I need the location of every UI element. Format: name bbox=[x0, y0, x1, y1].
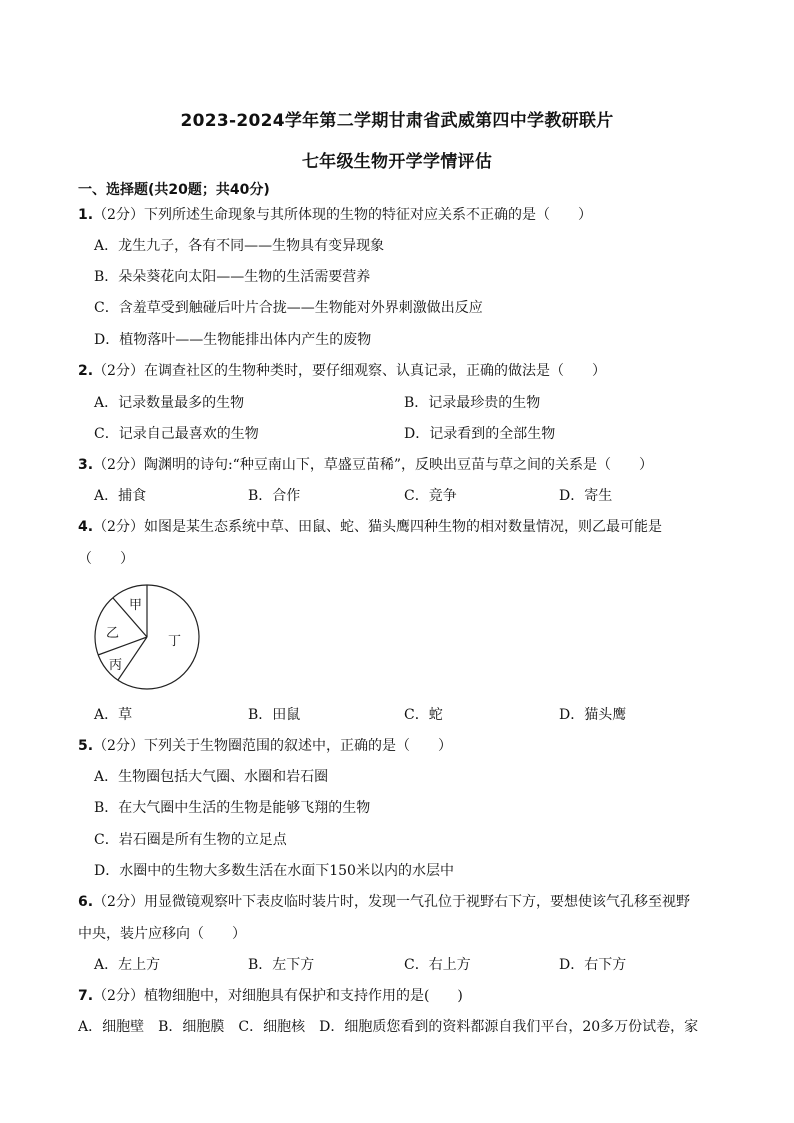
question-number: 7. bbox=[78, 988, 94, 1004]
question-text: （2分）下列关于生物圈范围的叙述中，正确的是（ ） bbox=[93, 738, 452, 754]
q4-option-c: C．蛇 bbox=[404, 707, 443, 723]
q3-option-d: D．寄生 bbox=[559, 488, 613, 504]
question-1 bbox=[78, 206, 592, 224]
question-4-bracket: （ ） bbox=[78, 551, 134, 567]
question-text: （2分）如图是某生态系统中草、田鼠、蛇、猫头鹰四种生物的相对数量情况，则乙最可能是 bbox=[93, 519, 662, 535]
question-text: （2分）下列所述生命现象与其所体现的生物的特征对应关系不正确的是（ ） bbox=[93, 207, 592, 223]
question-5 bbox=[78, 737, 452, 755]
question-number: 5. bbox=[78, 738, 94, 754]
q5-option-b: B．在大气圈中生活的生物是能够飞翔的生物 bbox=[94, 800, 371, 816]
exam-title-line1: 2023-2024学年第二学期甘肃省武威第四中学教研联片 bbox=[180, 111, 614, 131]
q1-option-c: C．含羞草受到触碰后叶片合拢——生物能对外界刺激做出反应 bbox=[94, 300, 483, 316]
q4-option-a: A．草 bbox=[94, 707, 133, 723]
question-3 bbox=[78, 456, 653, 474]
question-number: 4. bbox=[78, 519, 94, 535]
q1-option-b: B．朵朵葵花向太阳——生物的生活需要营养 bbox=[94, 269, 371, 285]
question-6-continued: 中央，装片应移向（ ） bbox=[78, 926, 246, 942]
q4-option-d: D．猫头鹰 bbox=[559, 707, 627, 723]
q2-option-d: D．记录看到的全部生物 bbox=[404, 426, 556, 442]
question-text: （2分）用显微镜观察叶下表皮临时装片时，发现一气孔位于视野右下方，要想使该气孔移至视野 bbox=[93, 894, 690, 910]
pie-divider bbox=[118, 637, 147, 680]
q6-option-a: A．左上方 bbox=[94, 957, 161, 973]
q1-option-a: A．龙生九子，各有不同——生物具有变异现象 bbox=[94, 238, 385, 254]
q6-option-c: C．右上方 bbox=[404, 957, 471, 973]
question-2 bbox=[78, 362, 606, 380]
question-7 bbox=[78, 987, 463, 1005]
question-number: 2. bbox=[78, 363, 94, 379]
q5-option-c: C．岩石圈是所有生物的立足点 bbox=[94, 832, 287, 848]
q4-option-b: B．田鼠 bbox=[248, 707, 301, 723]
question-text: （2分）在调查社区的生物种类时，要仔细观察、认真记录，正确的做法是（ ） bbox=[93, 363, 606, 379]
pie-label-bing: 丙 bbox=[109, 658, 123, 673]
question-number: 1. bbox=[78, 207, 94, 223]
q3-option-a: A．捕食 bbox=[94, 488, 147, 504]
q2-option-c: C．记录自己最喜欢的生物 bbox=[94, 426, 259, 442]
q6-option-d: D．右下方 bbox=[559, 957, 627, 973]
q5-option-a: A．生物圈包括大气圈、水圈和岩石圈 bbox=[94, 769, 329, 785]
question-text: （2分）陶渊明的诗句:“种豆南山下，草盛豆苗稀”，反映出豆苗与草之间的关系是（ ） bbox=[93, 457, 653, 473]
question-number: 3. bbox=[78, 457, 94, 473]
question-6 bbox=[78, 893, 690, 911]
q2-option-b: B．记录最珍贵的生物 bbox=[404, 395, 541, 411]
q3-option-b: B．合作 bbox=[248, 488, 301, 504]
question-text: （2分）植物细胞中，对细胞具有保护和支持作用的是( ) bbox=[93, 988, 463, 1004]
q6-option-b: B．左下方 bbox=[248, 957, 315, 973]
pie-label-jia: 甲 bbox=[129, 598, 143, 613]
section-heading: 一、选择题(共20题；共40分) bbox=[78, 182, 270, 198]
exam-title-line2: 七年级生物开学学情评估 bbox=[301, 152, 493, 172]
q7-options-line: A．细胞壁 B．细胞膜 C．细胞核 D．细胞质您看到的资料都源自我们平台，20多万份试卷，家 bbox=[78, 1019, 699, 1035]
population-pie-figure bbox=[92, 584, 204, 694]
q3-option-c: C．竞争 bbox=[404, 488, 457, 504]
pie-label-yi: 乙 bbox=[106, 626, 120, 641]
q1-option-d: D．植物落叶——生物能排出体内产生的废物 bbox=[94, 332, 372, 348]
q5-option-d: D．水圈中的生物大多数生活在水面下150米以内的水层中 bbox=[94, 863, 454, 879]
question-4 bbox=[78, 518, 662, 536]
pie-label-ding: 丁 bbox=[168, 634, 182, 649]
q2-option-a: A．记录数量最多的生物 bbox=[94, 395, 245, 411]
question-number: 6. bbox=[78, 894, 94, 910]
